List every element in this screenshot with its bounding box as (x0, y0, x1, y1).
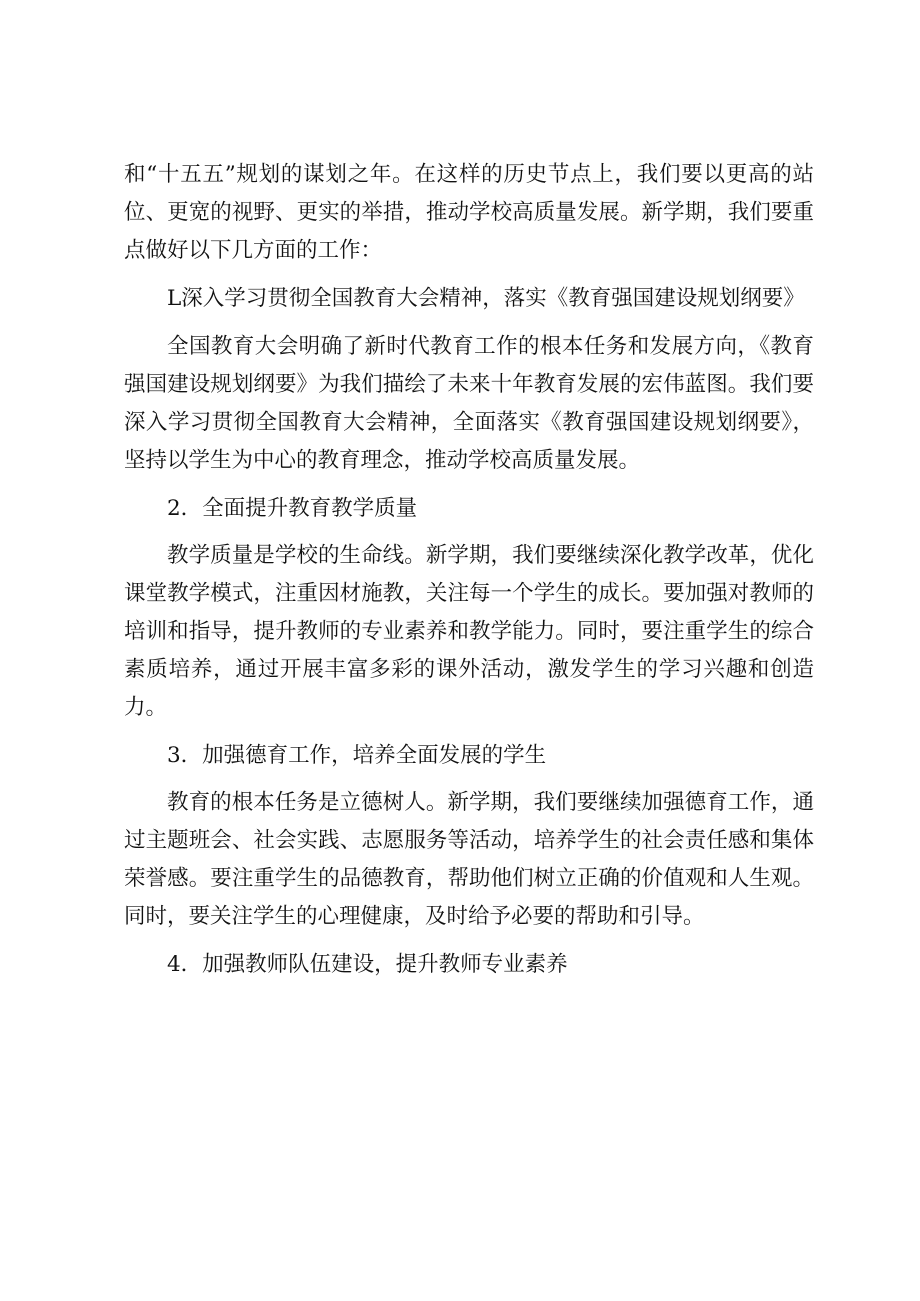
section-heading-1: L深入学习贯彻全国教育大会精神，落实《教育强国建设规划纲要》 (167, 286, 805, 311)
paragraph-intro-continuation: 和“十五五”规划的谋划之年。在这样的历史节点上，我们要以更高的站位、更宽的视野、更实的举措，推动学校高质量发展。新学期，我们要重点做好以下几方面的工作： (124, 162, 814, 263)
section-heading-3: 3．加强德育工作，培养全面发展的学生 (167, 743, 547, 768)
document-body (124, 156, 814, 993)
paragraph-section-1: 全国教育大会明确了新时代教育工作的根本任务和发展方向，《教育强国建设规划纲要》为我们描绘了未来十年教育发展的宏伟蓝图。我们要深入学习贯彻全国教育大会精神，全面落实《教育强国建设规划纲要》，坚持以学生为中心的教育理念，推动学校高质量发展。 (124, 334, 814, 473)
section-heading-2: 2．全面提升教育教学质量 (167, 496, 418, 521)
paragraph-section-2: 教学质量是学校的生命线。新学期，我们要继续深化教学改革，优化课堂教学模式，注重因材施教，关注每一个学生的成长。要加强对教师的培训和指导，提升教师的专业素养和教学能力。同时，要注重学生的综合素质培养，通过开展丰富多彩的课外活动，激发学生的学习兴趣和创造力。 (124, 543, 814, 720)
section-heading-4: 4．加强教师队伍建设，提升教师专业素养 (167, 952, 568, 977)
paragraph-section-3: 教育的根本任务是立德树人。新学期，我们要继续加强德育工作，通过主题班会、社会实践、志愿服务等活动，培养学生的社会责任感和集体荣誉感。要注重学生的品德教育，帮助他们树立正确的价值观和人生观。同时，要关注学生的心理健康，及时给予必要的帮助和引导。 (124, 790, 814, 929)
